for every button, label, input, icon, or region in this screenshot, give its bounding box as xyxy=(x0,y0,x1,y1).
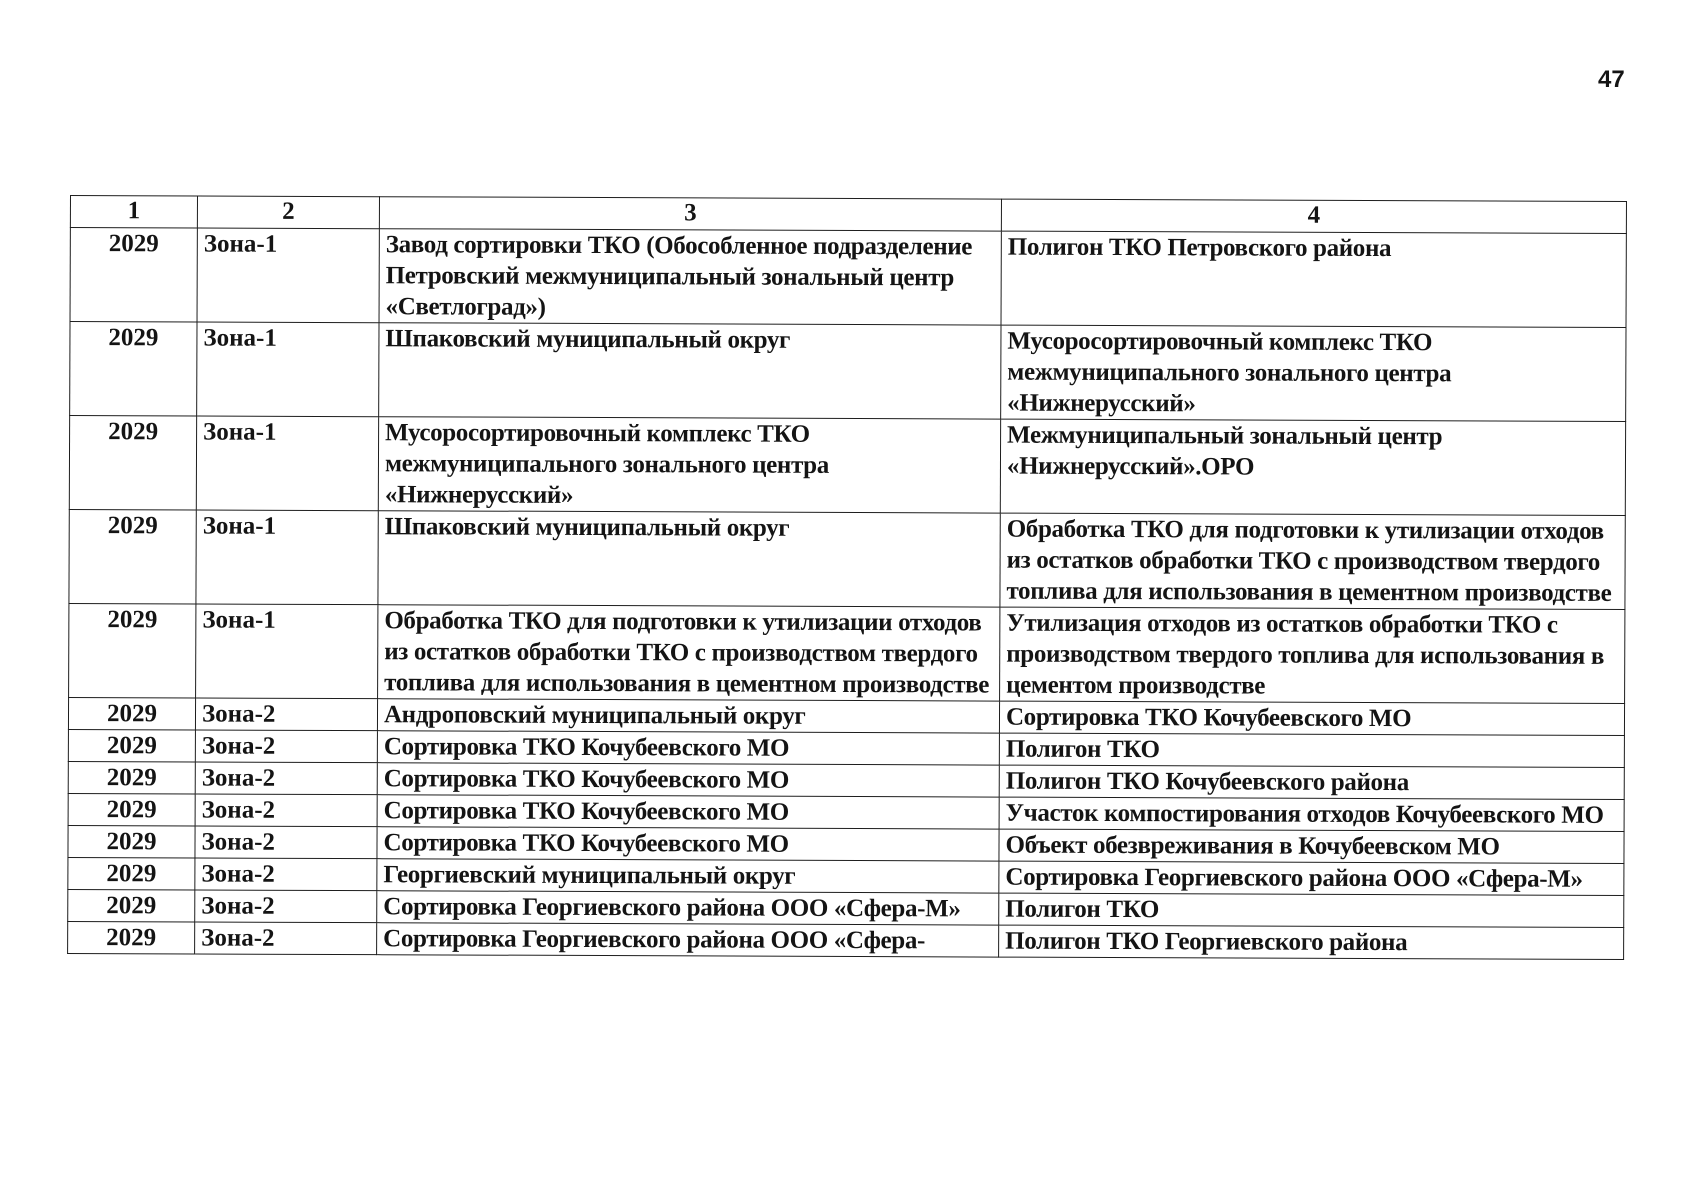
zone-cell: Зона-2 xyxy=(195,826,377,859)
destination-cell: Сортировка Георгиевского района ООО «Сфера-М» xyxy=(999,861,1624,895)
destination-cell: Полигон ТКО Кочубеевского района xyxy=(999,765,1624,799)
year-cell: 2029 xyxy=(68,697,195,729)
source-cell: Обработка ТКО для подготовки к утилизации отходов из остатков обработки ТКО с производством твердого топлива для использования в цементном производстве xyxy=(378,605,1000,701)
source-cell: Сортировка ТКО Кочубеевского МО xyxy=(377,731,999,765)
year-cell: 2029 xyxy=(70,228,197,322)
zone-cell: Зона-1 xyxy=(197,322,379,417)
year-cell: 2029 xyxy=(70,322,197,416)
source-cell: Сортировка Георгиевского района ООО «Сфера- xyxy=(377,923,999,957)
column-header-4: 4 xyxy=(1001,199,1626,233)
year-cell: 2029 xyxy=(68,857,195,889)
column-header-3: 3 xyxy=(379,197,1001,231)
zone-cell: Зона-1 xyxy=(197,228,379,323)
year-cell: 2029 xyxy=(69,603,196,697)
year-cell: 2029 xyxy=(68,793,195,825)
year-cell: 2029 xyxy=(68,761,195,793)
table-row xyxy=(69,416,1625,516)
year-cell: 2029 xyxy=(69,416,196,510)
column-header-2: 2 xyxy=(197,196,379,229)
zone-cell: Зона-2 xyxy=(195,794,377,827)
destination-cell: Объект обезвреживания в Кочубеевском МО xyxy=(999,829,1624,863)
table-row xyxy=(69,603,1625,703)
source-cell: Мусоросортировочный комплекс ТКО межмуниципального зонального центра «Нижнерусский» xyxy=(378,417,1000,513)
zone-cell: Зона-2 xyxy=(195,730,377,763)
source-cell: Сортировка ТКО Кочубеевского МО xyxy=(377,795,999,829)
table-row xyxy=(70,228,1626,328)
zone-cell: Зона-1 xyxy=(196,510,378,605)
zone-cell: Зона-2 xyxy=(195,698,377,731)
destination-cell: Мусоросортировочный комплекс ТКО межмуниципального зонального центра «Нижнерусский» xyxy=(1001,325,1626,421)
source-cell: Сортировка ТКО Кочубеевского МО xyxy=(377,827,999,861)
source-cell: Шпаковский муниципальный округ xyxy=(379,323,1001,419)
destination-cell: Утилизация отходов из остатков обработки ТКО с производством твердого топлива для использования в цементом производстве xyxy=(1000,607,1625,703)
year-cell: 2029 xyxy=(68,729,195,761)
zone-cell: Зона-2 xyxy=(195,922,377,955)
destination-cell: Участок компостирования отходов Кочубеевского МО xyxy=(999,797,1624,831)
page-number: 47 xyxy=(1598,66,1625,93)
table-row xyxy=(70,322,1626,422)
source-cell: Георгиевский муниципальный округ xyxy=(377,859,999,893)
waste-flow-table-container xyxy=(67,195,1626,960)
destination-cell: Полигон ТКО Петровского района xyxy=(1001,231,1626,327)
table-row xyxy=(69,509,1625,609)
destination-cell: Полигон ТКО xyxy=(999,893,1624,927)
year-cell: 2029 xyxy=(68,825,195,857)
year-cell: 2029 xyxy=(69,509,196,603)
year-cell: 2029 xyxy=(68,921,195,953)
zone-cell: Зона-2 xyxy=(195,858,377,891)
column-header-1: 1 xyxy=(70,196,197,228)
waste-flow-table xyxy=(67,195,1627,960)
source-cell: Завод сортировки ТКО (Обособленное подразделение Петровский межмуниципальный зональный центр «Светлоград») xyxy=(379,229,1001,325)
source-cell: Сортировка Георгиевского района ООО «Сфера-М» xyxy=(377,891,999,925)
table-row xyxy=(68,921,1624,959)
destination-cell: Полигон ТКО Георгиевского района xyxy=(999,925,1624,959)
destination-cell: Сортировка ТКО Кочубеевского МО xyxy=(999,701,1624,735)
source-cell: Шпаковский муниципальный округ xyxy=(378,511,1000,607)
destination-cell: Межмуниципальный зональный центр «Нижнерусский».ОРО xyxy=(1000,419,1625,515)
zone-cell: Зона-2 xyxy=(195,890,377,923)
zone-cell: Зона-2 xyxy=(195,762,377,795)
source-cell: Сортировка ТКО Кочубеевского МО xyxy=(377,763,999,797)
destination-cell: Полигон ТКО xyxy=(999,733,1624,767)
zone-cell: Зона-1 xyxy=(196,604,378,699)
source-cell: Андроповский муниципальный округ xyxy=(377,699,999,733)
year-cell: 2029 xyxy=(68,889,195,921)
destination-cell: Обработка ТКО для подготовки к утилизации отходов из остатков обработки ТКО с производством твердого топлива для использования в цементном производстве xyxy=(1000,513,1625,609)
zone-cell: Зона-1 xyxy=(196,416,378,511)
